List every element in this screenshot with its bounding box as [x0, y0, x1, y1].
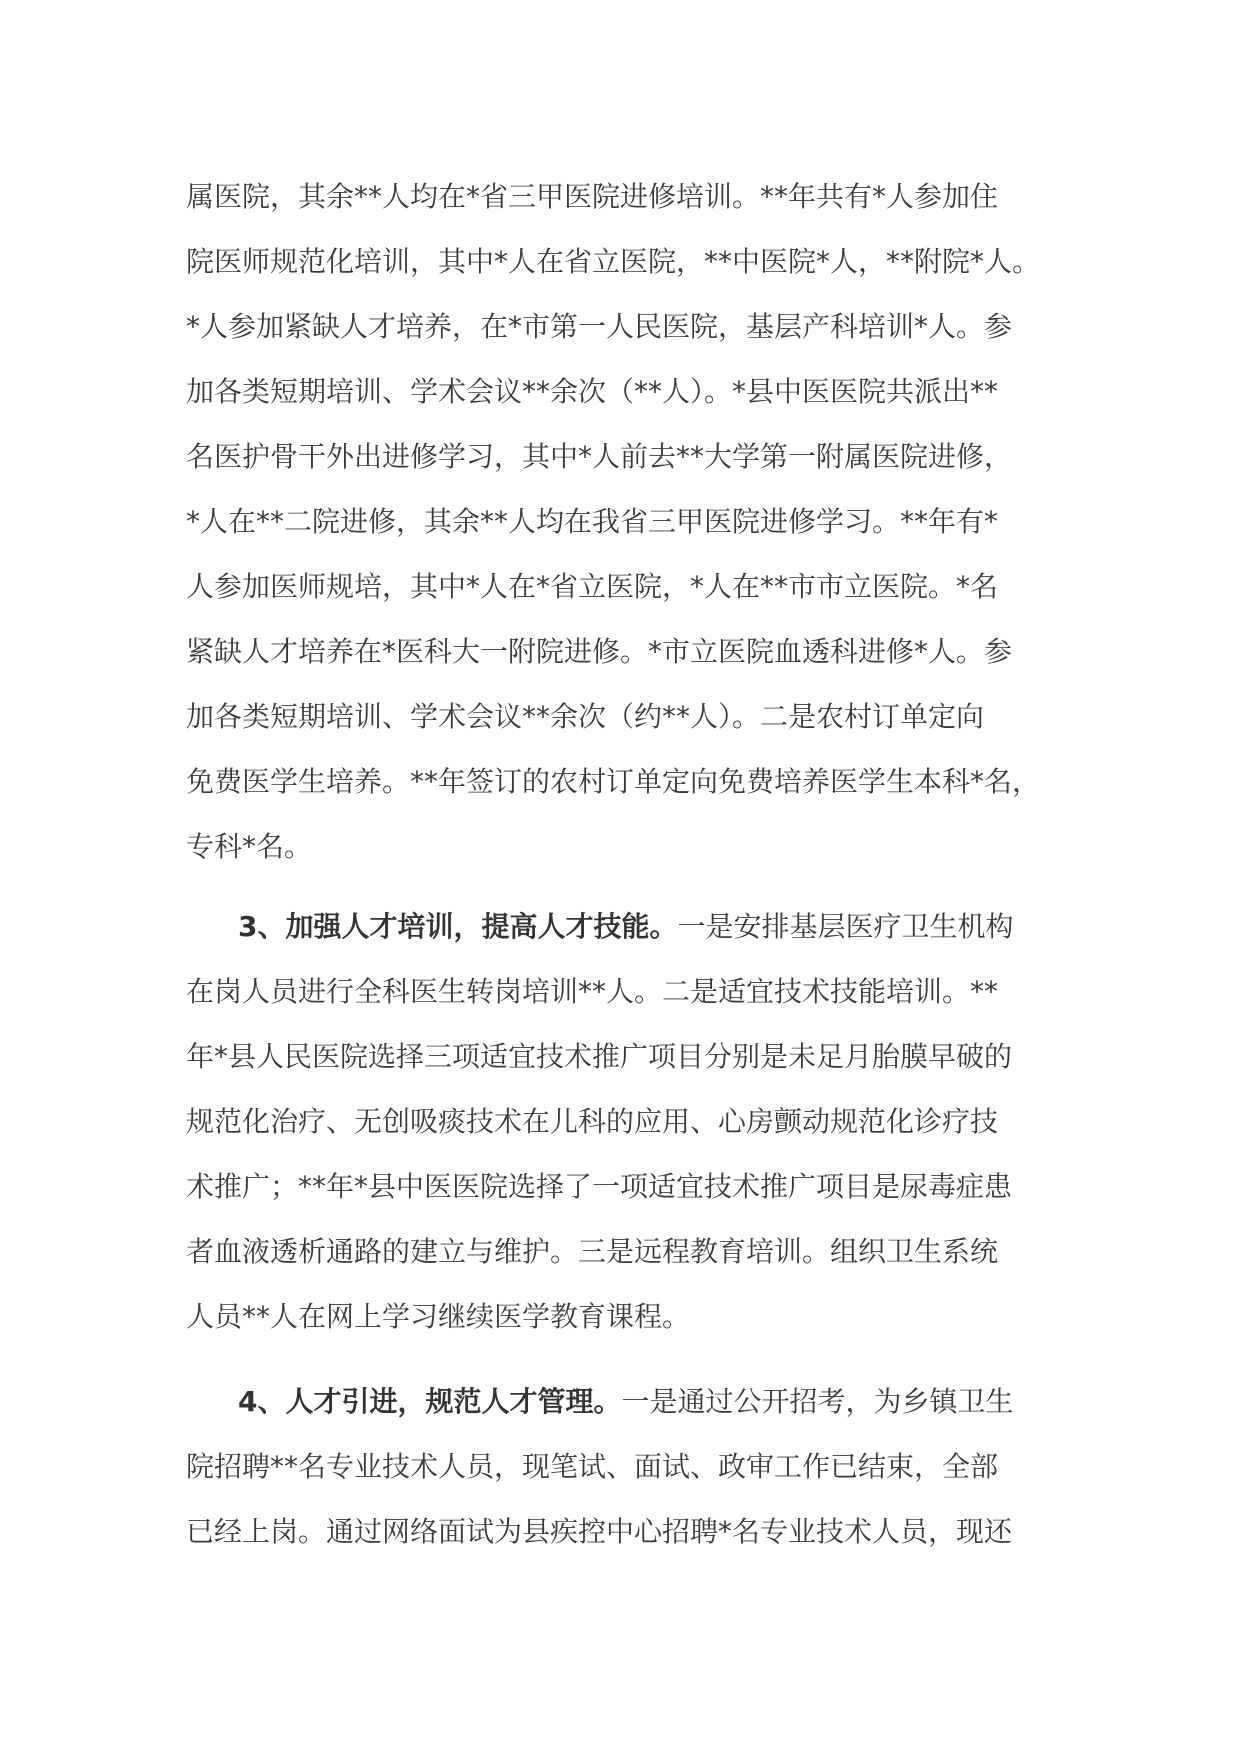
paragraph-line: *人参加紧缺人才培养，在*市第一人民医院，基层产科培训*人。参 — [186, 310, 1013, 343]
paragraph-line-text: 一是安排基层医疗卫生机构 — [677, 910, 1014, 943]
paragraph-first-line — [186, 1369, 1066, 1434]
paragraph-line: 加各类短期培训、学术会议**余次（约**人）。二是农村订单定向 — [186, 700, 985, 733]
paragraph-line: 人参加医师规培，其中*人在*省立医院，*人在**市市立医院。*名 — [186, 570, 999, 603]
paragraph-line: 院医师规范化培训，其中*人在省立医院，**中医院*人，**附院*人。 — [186, 245, 1041, 278]
paragraph-talent-recruitment — [186, 1369, 1066, 1564]
paragraph-line: *人在**二院进修，其余**人均在我省三甲医院进修学习。**年有* — [186, 505, 999, 538]
paragraph-line: 名医护骨干外出进修学习，其中*人前去**大学第一附属医院进修， — [186, 440, 1013, 473]
paragraph-line: 人员**人在网上学习继续医学教育课程。 — [186, 1300, 691, 1333]
section-heading-4: 4、人才引进，规范人才管理。 — [238, 1385, 622, 1418]
paragraph-line: 紧缺人才培养在*医科大一附院进修。*市立医院血透科进修*人。参 — [186, 635, 1013, 668]
paragraph-talent-training — [186, 894, 1066, 1349]
paragraph-line: 加各类短期培训、学术会议**余次（**人）。*县中医医院共派出** — [186, 375, 999, 408]
paragraph-line-text: 一是通过公开招考，为乡镇卫生 — [621, 1385, 1014, 1418]
paragraph-line: 者血液透析通路的建立与维护。三是远程教育培训。组织卫生系统 — [186, 1235, 999, 1268]
section-heading-3: 3、加强人才培训，提高人才技能。 — [238, 910, 678, 943]
paragraph-line: 已经上岗。通过网络面试为县疾控中心招聘*名专业技术人员，现还 — [186, 1515, 1013, 1548]
paragraph-line: 专科*名。 — [186, 830, 313, 863]
paragraph-first-line — [186, 894, 1066, 959]
paragraph-line: 院招聘**名专业技术人员，现笔试、面试、政审工作已结束，全部 — [186, 1450, 999, 1483]
paragraph-line: 属医院，其余**人均在*省三甲医院进修培训。**年共有*人参加住 — [186, 180, 999, 213]
paragraph-line: 在岗人员进行全科医生转岗培训**人。二是适宜技术技能培训。** — [186, 975, 999, 1008]
paragraph-training-overview — [186, 164, 1066, 879]
paragraph-line: 免费医学生培养。**年签订的农村订单定向免费培养医学生本科*名， — [186, 765, 1041, 798]
paragraph-line: 术推广；**年*县中医医院选择了一项适宜技术推广项目是尿毒症患 — [186, 1170, 1013, 1203]
paragraph-line: 年*县人民医院选择三项适宜技术推广项目分别是未足月胎膜早破的 — [186, 1040, 1013, 1073]
paragraph-line: 规范化治疗、无创吸痰技术在儿科的应用、心房颤动规范化诊疗技 — [186, 1105, 999, 1138]
